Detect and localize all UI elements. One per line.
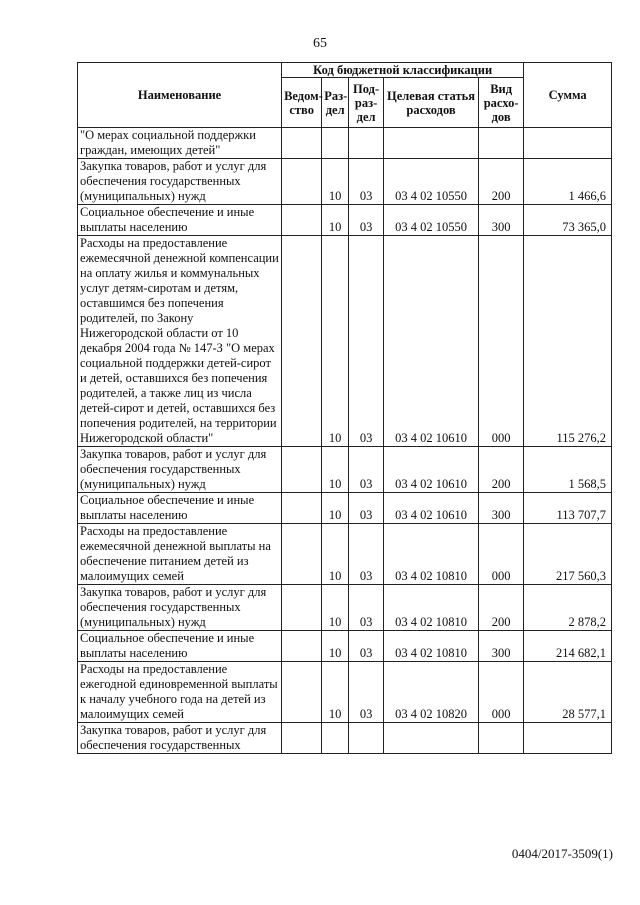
table-row bbox=[78, 524, 612, 585]
cell-razdel: 10 bbox=[322, 159, 349, 205]
cell-podrazdel: 03 bbox=[349, 159, 384, 205]
cell-vedomstvo bbox=[282, 159, 322, 205]
cell-razdel bbox=[322, 128, 349, 159]
cell-vid: 300 bbox=[478, 205, 523, 236]
header-celevaya: Целевая статья расходов bbox=[384, 78, 479, 128]
cell-podrazdel: 03 bbox=[349, 493, 384, 524]
table-header-row bbox=[78, 63, 612, 78]
cell-name: Социальное обеспечение и иные выплаты населению bbox=[78, 493, 282, 524]
cell-name: Закупка товаров, работ и услуг для обеспечения государственных (муниципальных) нужд bbox=[78, 159, 282, 205]
header-classification-group: Код бюджетной классификации bbox=[282, 63, 524, 78]
table-row bbox=[78, 128, 612, 159]
cell-vedomstvo bbox=[282, 631, 322, 662]
budget-table bbox=[77, 62, 612, 754]
cell-celevaya: 03 4 02 10610 bbox=[384, 493, 479, 524]
cell-celevaya: 03 4 02 10610 bbox=[384, 236, 479, 447]
cell-vid: 200 bbox=[478, 447, 523, 493]
cell-razdel: 10 bbox=[322, 447, 349, 493]
cell-summa bbox=[524, 723, 612, 754]
cell-vid bbox=[478, 128, 523, 159]
cell-vid: 000 bbox=[478, 662, 523, 723]
cell-celevaya: 03 4 02 10810 bbox=[384, 524, 479, 585]
cell-vid: 000 bbox=[478, 236, 523, 447]
cell-podrazdel: 03 bbox=[349, 631, 384, 662]
cell-name: Расходы на предоставление ежегодной единовременной выплаты к началу учебного года на детей из малоимущих семей bbox=[78, 662, 282, 723]
cell-vid: 000 bbox=[478, 524, 523, 585]
cell-celevaya: 03 4 02 10810 bbox=[384, 585, 479, 631]
cell-celevaya: 03 4 02 10550 bbox=[384, 205, 479, 236]
cell-vedomstvo bbox=[282, 236, 322, 447]
cell-name: "О мерах социальной поддержки граждан, имеющих детей" bbox=[78, 128, 282, 159]
table-body bbox=[78, 128, 612, 754]
cell-summa: 73 365,0 bbox=[524, 205, 612, 236]
cell-vedomstvo bbox=[282, 662, 322, 723]
cell-celevaya bbox=[384, 128, 479, 159]
cell-podrazdel: 03 bbox=[349, 524, 384, 585]
table-row bbox=[78, 159, 612, 205]
cell-vid bbox=[478, 723, 523, 754]
cell-vid: 200 bbox=[478, 585, 523, 631]
cell-razdel: 10 bbox=[322, 585, 349, 631]
cell-name: Закупка товаров, работ и услуг для обеспечения государственных bbox=[78, 723, 282, 754]
cell-summa: 113 707,7 bbox=[524, 493, 612, 524]
cell-razdel: 10 bbox=[322, 236, 349, 447]
cell-podrazdel: 03 bbox=[349, 236, 384, 447]
cell-vedomstvo bbox=[282, 493, 322, 524]
cell-vedomstvo bbox=[282, 723, 322, 754]
cell-celevaya: 03 4 02 10550 bbox=[384, 159, 479, 205]
cell-name: Расходы на предоставление ежемесячной денежной выплаты на обеспечение питанием детей из малоимущих семей bbox=[78, 524, 282, 585]
cell-podrazdel: 03 bbox=[349, 585, 384, 631]
cell-podrazdel: 03 bbox=[349, 205, 384, 236]
cell-podrazdel bbox=[349, 128, 384, 159]
header-vid: Вид расхо-дов bbox=[478, 78, 523, 128]
cell-summa: 217 560,3 bbox=[524, 524, 612, 585]
cell-razdel bbox=[322, 723, 349, 754]
cell-name: Закупка товаров, работ и услуг для обеспечения государственных (муниципальных) нужд bbox=[78, 447, 282, 493]
cell-summa: 1 568,5 bbox=[524, 447, 612, 493]
table-row bbox=[78, 585, 612, 631]
cell-summa: 214 682,1 bbox=[524, 631, 612, 662]
cell-name: Расходы на предоставление ежемесячной денежной компенсации на оплату жилья и коммунальных услуг детям-сиротам и детям, оставшимся без попечения родителей, по Закону Нижегородской области от 10 декабря 2004 года № 147-З "О мерах социальной поддержки детей-сирот и детей, оставшихся без попечения родителей, а также лиц из числа детей-сирот и детей, оставшихся без попечения родителей, на территории Нижегородской области" bbox=[78, 236, 282, 447]
table-row bbox=[78, 723, 612, 754]
table-row bbox=[78, 236, 612, 447]
table-row bbox=[78, 662, 612, 723]
header-summa: Сумма bbox=[524, 63, 612, 128]
cell-vedomstvo bbox=[282, 205, 322, 236]
table-row bbox=[78, 447, 612, 493]
table-row bbox=[78, 631, 612, 662]
table-row bbox=[78, 205, 612, 236]
cell-summa: 1 466,6 bbox=[524, 159, 612, 205]
cell-vid: 300 bbox=[478, 493, 523, 524]
cell-summa: 2 878,2 bbox=[524, 585, 612, 631]
cell-vid: 300 bbox=[478, 631, 523, 662]
cell-vedomstvo bbox=[282, 524, 322, 585]
header-razdel: Раз-дел bbox=[322, 78, 349, 128]
header-name: Наименование bbox=[78, 63, 282, 128]
cell-celevaya: 03 4 02 10610 bbox=[384, 447, 479, 493]
table-row bbox=[78, 493, 612, 524]
cell-razdel: 10 bbox=[322, 662, 349, 723]
page-number: 65 bbox=[313, 36, 327, 51]
header-vedomstvo: Ведом-ство bbox=[282, 78, 322, 128]
cell-vid: 200 bbox=[478, 159, 523, 205]
cell-razdel: 10 bbox=[322, 631, 349, 662]
cell-podrazdel: 03 bbox=[349, 662, 384, 723]
cell-vedomstvo bbox=[282, 585, 322, 631]
cell-razdel: 10 bbox=[322, 205, 349, 236]
cell-name: Социальное обеспечение и иные выплаты населению bbox=[78, 631, 282, 662]
cell-razdel: 10 bbox=[322, 524, 349, 585]
cell-celevaya: 03 4 02 10810 bbox=[384, 631, 479, 662]
cell-podrazdel bbox=[349, 723, 384, 754]
cell-celevaya: 03 4 02 10820 bbox=[384, 662, 479, 723]
document-number: 0404/2017-3509(1) bbox=[511, 846, 613, 861]
cell-celevaya bbox=[384, 723, 479, 754]
cell-podrazdel: 03 bbox=[349, 447, 384, 493]
cell-razdel: 10 bbox=[322, 493, 349, 524]
cell-summa: 28 577,1 bbox=[524, 662, 612, 723]
cell-summa bbox=[524, 128, 612, 159]
cell-vedomstvo bbox=[282, 447, 322, 493]
header-podrazdel: Под-раз-дел bbox=[349, 78, 384, 128]
cell-vedomstvo bbox=[282, 128, 322, 159]
cell-name: Закупка товаров, работ и услуг для обеспечения государственных (муниципальных) нужд bbox=[78, 585, 282, 631]
cell-name: Социальное обеспечение и иные выплаты населению bbox=[78, 205, 282, 236]
cell-summa: 115 276,2 bbox=[524, 236, 612, 447]
